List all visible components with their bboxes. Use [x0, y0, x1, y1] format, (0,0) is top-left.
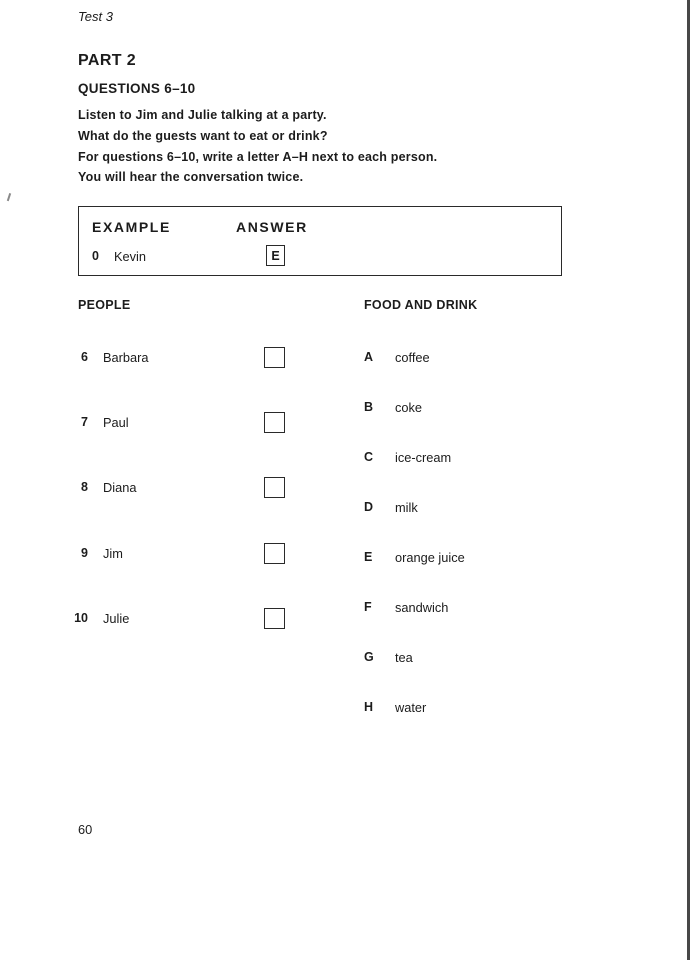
option-letter: B	[364, 400, 374, 414]
food-row-a	[364, 350, 430, 368]
instruction-line: You will hear the conversation twice.	[78, 170, 304, 185]
instruction-line: For questions 6–10, write a letter A–H next to each person.	[78, 149, 438, 164]
food-row-h	[364, 700, 426, 718]
instruction-line: Listen to Jim and Julie talking at a party.	[78, 108, 327, 122]
option-label: ice-cream	[395, 450, 452, 465]
example-box	[78, 206, 562, 276]
person-name: Julie	[103, 611, 130, 626]
person-row-q9	[72, 546, 123, 566]
food-row-e	[364, 550, 465, 568]
scan-tick-artifact	[7, 193, 11, 201]
person-name: Barbara	[103, 350, 149, 365]
option-label: coffee	[395, 350, 430, 365]
food-row-d	[364, 500, 418, 518]
option-label: tea	[395, 650, 413, 665]
example-header: EXAMPLE	[92, 219, 171, 235]
people-column-heading: PEOPLE	[78, 298, 131, 312]
part-title: PART 2	[78, 52, 137, 69]
question-number: 8	[81, 480, 88, 494]
option-label: water	[395, 700, 427, 715]
answer-box-q7[interactable]	[264, 412, 285, 433]
test-header: Test 3	[78, 9, 113, 24]
option-label: milk	[395, 500, 418, 515]
question-number: 9	[81, 546, 88, 560]
person-row-q8	[72, 480, 136, 500]
food-row-b	[364, 400, 422, 418]
food-row-g	[364, 650, 413, 668]
option-letter: H	[364, 700, 374, 714]
questions-range-title: QUESTIONS 6–10	[78, 81, 196, 96]
answer-box-q6[interactable]	[264, 347, 285, 368]
option-label: orange juice	[395, 550, 465, 565]
example-question-number: 0	[92, 249, 99, 263]
option-letter: A	[364, 350, 374, 364]
example-person-name: Kevin	[114, 249, 147, 264]
instructions	[78, 105, 437, 188]
question-number: 10	[74, 611, 88, 625]
answer-box-q9[interactable]	[264, 543, 285, 564]
option-letter: E	[364, 550, 373, 564]
food-row-f	[364, 600, 448, 618]
option-letter: G	[364, 650, 374, 664]
option-letter: D	[364, 500, 374, 514]
option-label: coke	[395, 400, 423, 415]
option-label: sandwich	[395, 600, 449, 615]
example-answer-box: E	[266, 245, 285, 266]
question-number: 7	[81, 415, 88, 429]
person-row-q6	[72, 350, 149, 370]
person-name: Jim	[103, 546, 123, 561]
option-letter: C	[364, 450, 374, 464]
page-number: 60	[78, 822, 93, 837]
answer-box-q8[interactable]	[264, 477, 285, 498]
person-row-q7	[72, 415, 129, 435]
question-number: 6	[81, 350, 88, 364]
scan-edge-artifact	[687, 0, 690, 960]
food-row-c	[364, 450, 451, 468]
option-letter: F	[364, 600, 372, 614]
person-name: Diana	[103, 480, 137, 495]
person-row-q10	[72, 611, 129, 631]
person-name: Paul	[103, 415, 129, 430]
answer-box-q10[interactable]	[264, 608, 285, 629]
food-column-heading: FOOD AND DRINK	[364, 298, 478, 312]
answer-header: ANSWER	[236, 219, 308, 235]
instruction-line: What do the guests want to eat or drink?	[78, 128, 328, 143]
